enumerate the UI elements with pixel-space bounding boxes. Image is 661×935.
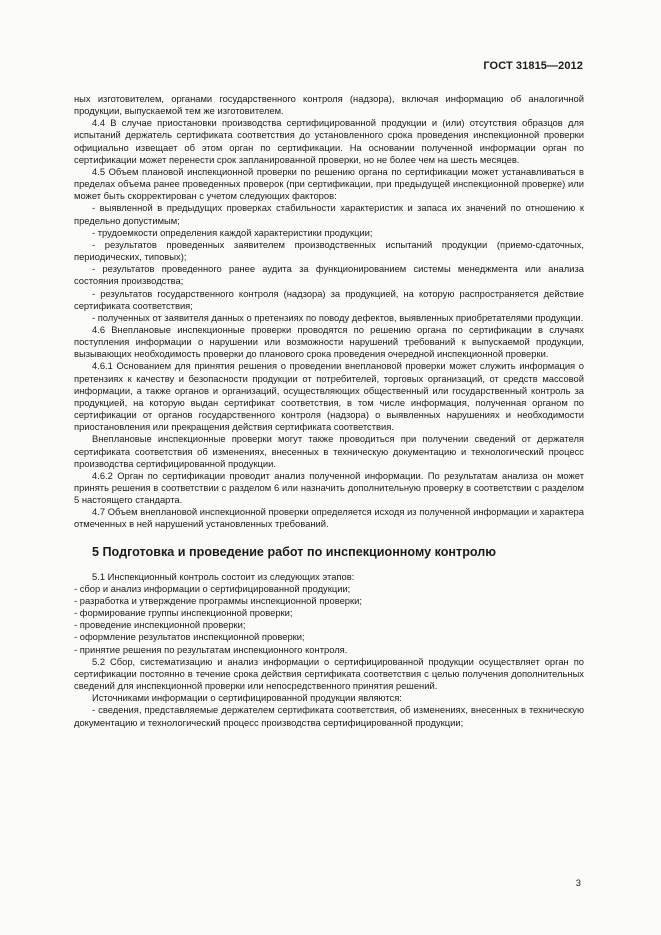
list-item: - результатов проведенного ранее аудита за функционированием системы менеджмента или анализа состояния производства; bbox=[74, 263, 584, 287]
document-code-header: ГОСТ 31815—2012 bbox=[483, 60, 583, 72]
paragraph: 4.4 В случае приостановки производства сертифицированной продукции и (или) отсутствия образцов для испытаний держатель сертификата соответствия до установленного срока проведения инспекционной проверки официально извещает об этом орган по сертификации. На основании полученной информации орган по сертификации может перенести срок запланированной проверки, но не более чем на шесть месяцев. bbox=[74, 117, 584, 165]
paragraph: 4.7 Объем внеплановой инспекционной проверки определяется исходя из полученной информации и характера отмеченных в ней нарушений установленных требований. bbox=[74, 506, 584, 530]
list-item: - сбор и анализ информации о сертифицированной продукции; bbox=[74, 582, 351, 594]
paragraph: 4.6.1 Основанием для принятия решения о проведении внеплановой проверки может служить информация о претензиях к качеству и безопасности продукции от потребителей, торговых организаций, от средств массовой информации, а также органов и организаций, осуществляющих общественный или государственный контроль за продукцией, на которую выдан сертификат соответствия, в том числе информация, полученная органом по сертификации от органов государственного контроля (надзора) о выявленных нарушениях и необходимости приостановления или прекращения действия сертификата соответствия. bbox=[74, 360, 584, 433]
list-item: - результатов проведенных заявителем производственных испытаний продукции (приемо-сдаточных, периодических, типовых); bbox=[74, 238, 584, 263]
paragraph: ных изготовителем, органами государственного контроля (надзора), включая информацию об аналогичной продукции, выпускаемой тем же изготовителем. bbox=[74, 93, 584, 117]
list-item: - выявленной в предыдущих проверках стабильности характеристик и запаса их значений по отношению к предельно допустимым; bbox=[74, 202, 584, 226]
list-item: - оформление результатов инспекционной проверки; bbox=[74, 631, 305, 643]
list-item: - проведение инспекционной проверки; bbox=[74, 619, 246, 631]
paragraph: 5.1 Инспекционный контроль состоит из следующих этапов: bbox=[92, 570, 355, 582]
list-item: - принятие решения по результатам инспекционного контроля. bbox=[74, 643, 348, 655]
paragraph: 5.2 Сбор, систематизацию и анализ информации о сертифицированной продукции осуществляет орган по сертификации постоянно в течение срока действия сертификата соответствия с целью получения дополнительных сведений для инспекционной проверки или непосредственного принятия решений. bbox=[74, 655, 584, 692]
list-item: - сведения, представляемые держателем сертификата соответствия, об изменениях, внесенных в техническую документацию и технологический процесс производства сертифицированной продукции; bbox=[74, 704, 584, 728]
paragraph: 4.6.2 Орган по сертификации проводит анализ полученной информации. По результатам анализа он может принять решения в соответствии с разделом 6 или назначить дополнительную проверку в соответствии с разделом 5 настоящего стандарта. bbox=[74, 469, 584, 506]
list-item: - формирование группы инспекционной проверки; bbox=[74, 607, 293, 619]
list-item: - полученных от заявителя данных о претензиях по поводу дефектов, выявленных приобретателями продукции. bbox=[92, 311, 584, 323]
paragraph: 4.5 Объем плановой инспекционной проверки по решению органа по сертификации может устанавливаться в пределах объема ранее проведенных проверок (при сертификации, при предыдущей инспекционной проверке) или может быть скорректирован с учетом следующих факторов: bbox=[74, 165, 584, 202]
paragraph: 4.6 Внеплановые инспекционные проверки проводятся по решению органа по сертификации в случаях поступления информации о нарушении или возможности нарушений требований к выпускаемой продукции, вызывающих необходимость проверки до планового срока проведения очередной инспекционной проверки. bbox=[74, 323, 584, 360]
paragraph: Внеплановые инспекционные проверки могут также проводиться при получении сведений от держателя сертификата соответствия об изменениях, внесенных в техническую документацию и технологический процесс производства сертифицированной продукции. bbox=[74, 433, 584, 469]
list-item: - разработка и утверждение программы инспекционной проверки; bbox=[74, 594, 362, 606]
section-title: 5 Подготовка и проведение работ по инспекционному контролю bbox=[92, 544, 497, 559]
paragraph: Источниками информации о сертифицированной продукции являются: bbox=[92, 692, 402, 704]
list-item: - результатов государственного контроля (надзора) за продукцией, на которую распространяется действие сертификата соответствия; bbox=[74, 287, 584, 311]
list-item: - трудоемкости определения каждой характеристики продукции; bbox=[92, 226, 373, 238]
document-body bbox=[74, 93, 584, 729]
page-number: 3 bbox=[575, 877, 581, 888]
